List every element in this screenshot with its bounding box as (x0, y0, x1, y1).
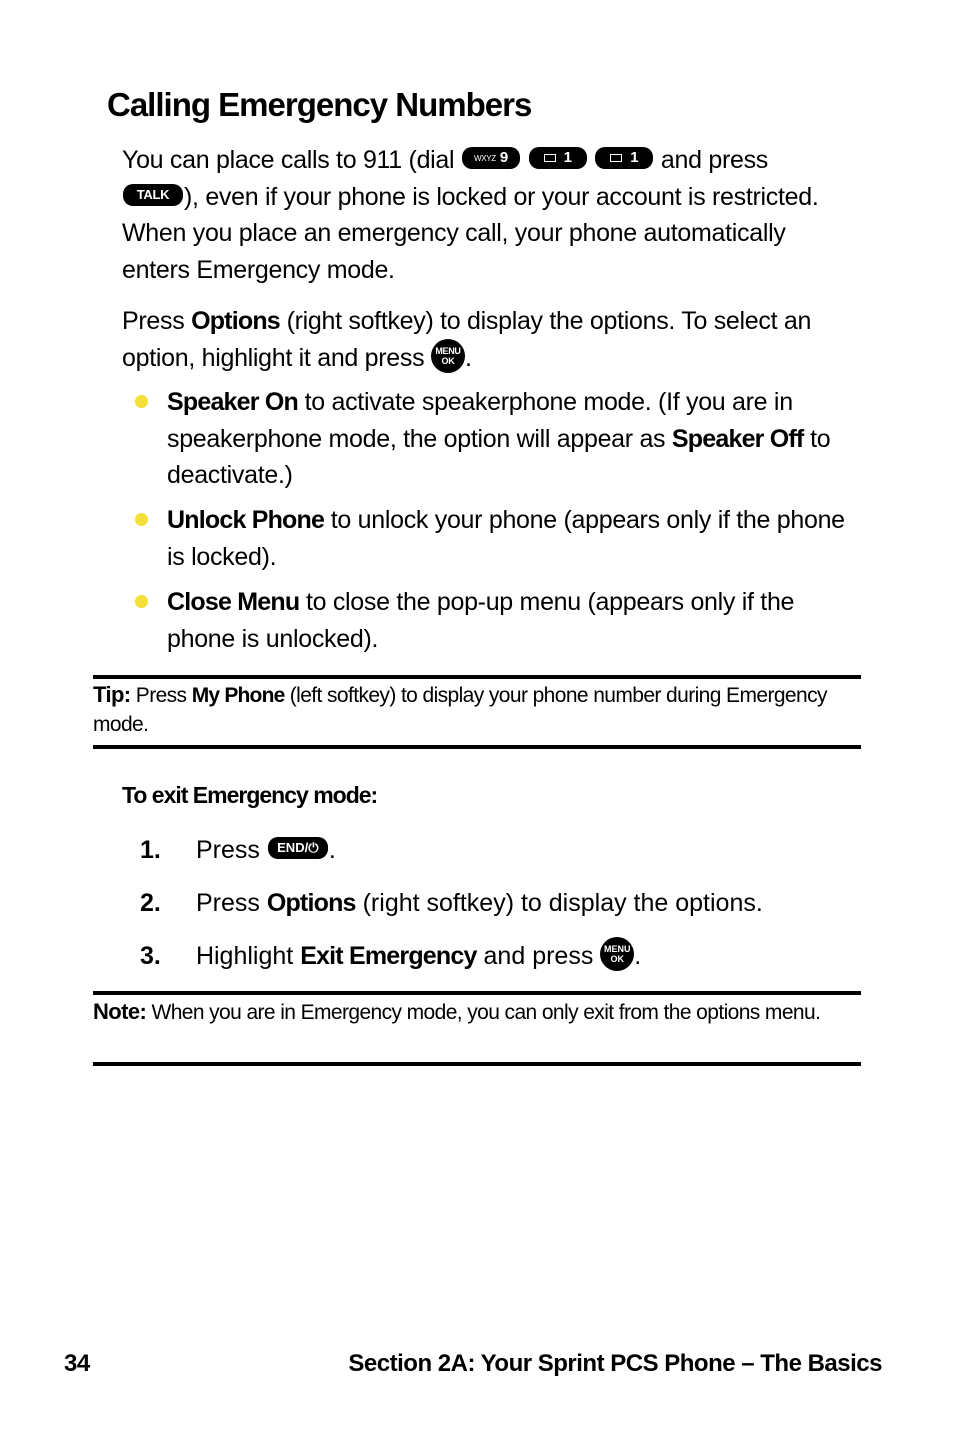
key-1-icon: 1 (529, 147, 587, 169)
page-number: 34 (64, 1350, 90, 1377)
end-key-icon: END/⏻ (268, 837, 328, 859)
bullet-text: to close the pop-up menu (appears only if the phone is unlocked). (167, 588, 795, 653)
menu-ok-key-icon: MENU OK (431, 339, 465, 373)
note-label: Note: (93, 999, 147, 1024)
options-text-1: Press (122, 307, 185, 335)
menu-ok-key-icon: MENU OK (600, 937, 634, 971)
step-text: Highlight (195, 942, 294, 970)
divider (93, 675, 861, 679)
tip-bold: My Phone (191, 684, 285, 707)
bullet-icon (135, 395, 148, 408)
step-number: 3. (140, 942, 161, 970)
bullet-icon (135, 595, 148, 608)
intro-text-3: ), even if your phone is locked or your account is restricted. When you place an emergency call, your phone automatically enters Emergency mode. (122, 182, 819, 284)
intro-text-2: and press (660, 146, 769, 174)
bullet-text-2: to deactivate.) (167, 424, 831, 489)
step-bold: Exit Emergency (300, 942, 477, 970)
talk-key-icon: TALK (123, 184, 183, 206)
step-text: Press (195, 836, 260, 864)
note-box (93, 997, 861, 1027)
exit-heading: To exit Emergency mode: (122, 782, 378, 808)
divider (93, 745, 861, 749)
bullet-bold: Speaker On (167, 388, 298, 416)
tip-label: Tip: (93, 682, 131, 707)
step-number: 2. (140, 889, 161, 917)
options-text-2: (right softkey) to display the options. To select an option, highlight it and press (122, 307, 812, 372)
options-paragraph (122, 303, 842, 376)
divider (93, 991, 861, 995)
step-text-3: . (634, 942, 642, 970)
step-bold: Options (266, 889, 356, 917)
bullet-icon (135, 513, 148, 526)
options-bold: Options (191, 307, 280, 335)
intro-paragraph (122, 142, 842, 288)
bullet-bold: Close Menu (167, 588, 300, 616)
step-text-2: . (328, 836, 336, 864)
step-item (140, 938, 860, 974)
step-text-2: and press (483, 942, 594, 970)
bullet-bold: Unlock Phone (167, 506, 325, 534)
bullet-text: to unlock your phone (appears only if the phone is locked). (167, 506, 845, 571)
step-text: Press (195, 889, 260, 917)
intro-text-1: You can place calls to 911 (dial (122, 146, 455, 174)
bullet-text: to activate speakerphone mode. (If you are in speakerphone mode, the option will appear as (167, 388, 793, 453)
options-text-3: . (464, 343, 472, 372)
key-9-icon: WXYZ 9 (462, 147, 520, 169)
step-item (140, 832, 860, 868)
tip-text-1: Press (135, 684, 187, 707)
step-item (140, 885, 860, 921)
bullet-bold-2: Speaker Off (671, 424, 804, 453)
tip-box (93, 680, 861, 739)
note-text: When you are in Emergency mode, you can only exit from the options menu. (151, 1001, 821, 1024)
page-title: Calling Emergency Numbers (107, 86, 532, 123)
key-1-icon: 1 (595, 147, 653, 169)
tip-text-2: (left softkey) to display your phone number during Emergency mode. (93, 684, 827, 736)
section-title: Section 2A: Your Sprint PCS Phone – The Basics (348, 1350, 882, 1377)
divider (93, 1062, 861, 1066)
step-number: 1. (140, 836, 161, 864)
step-text-2: (right softkey) to display the options. (362, 889, 763, 917)
